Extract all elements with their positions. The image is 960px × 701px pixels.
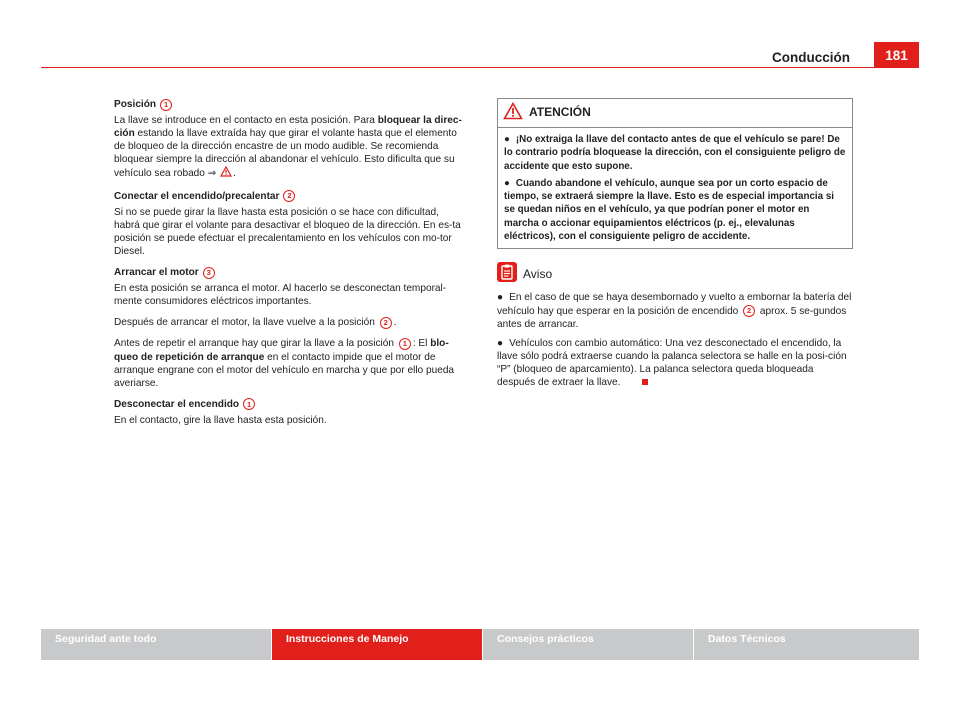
position-number-badge: 1 xyxy=(243,398,255,410)
position-number-badge: 3 xyxy=(203,267,215,279)
bullet: ● xyxy=(497,292,504,304)
header-divider xyxy=(41,67,919,68)
warning-box-header xyxy=(498,99,852,128)
text-part: Antes de repetir el arranque hay que girar la llave a la posición xyxy=(114,338,394,350)
position-number-badge: 2 xyxy=(380,317,392,329)
footer-tab-datos[interactable]: Datos Técnicos xyxy=(694,629,919,660)
note-item-text: En el caso de que se haya desembornado y vuelto a embornar la batería del vehículo hay que esperar en la posición de encendido xyxy=(497,292,852,317)
section-arrancar xyxy=(114,266,466,308)
section-posicion-1 xyxy=(114,98,466,182)
warning-box-body xyxy=(498,128,852,248)
section-text: En el contacto, gire la llave hasta esta posición. xyxy=(114,414,327,426)
note-item xyxy=(497,291,853,330)
text-part: Después de arrancar el motor, la llave vuelve a la posición xyxy=(114,317,375,329)
warning-box xyxy=(497,98,853,249)
bold-text: blo-queo de repetición de arranque xyxy=(114,338,449,363)
paragraph-after-start: Después de arrancar el motor, la llave vuelve a la posición 2 . xyxy=(114,317,397,329)
warning-item xyxy=(504,177,846,243)
section-encendido xyxy=(114,190,466,258)
footer-tab-instrucciones[interactable]: Instrucciones de Manejo xyxy=(272,629,482,660)
right-column xyxy=(497,98,853,395)
warning-label: ATENCIÓN xyxy=(529,105,591,120)
bullet: ● xyxy=(504,134,510,145)
bold-text: bloquear la direc-ción xyxy=(114,115,462,140)
section-text: Si no se puede girar la llave hasta esta posición o se hace con dificultad, habrá que girar el volante para desactivar el bloqueo de la dirección. En es-ta posición se puede efectuar el precalentamiento en los vehículos con mo-tor Diesel. xyxy=(114,206,461,257)
footer-nav xyxy=(41,629,919,660)
text-part: estando la llave extraída hay que girar el volante hasta que el elemento de bloqueo de la dirección encastre de un modo audible. Se recomienda bloquear siempre la dirección al abandonar el vehículo. Esto dificulta que su vehículo sea robado ⇒ xyxy=(114,128,457,180)
section-text: En esta posición se arranca el motor. Al hacerlo se desconectan temporal-mente consumidores eléctricos importantes. xyxy=(114,283,447,308)
section-heading xyxy=(114,98,466,111)
text-part: en el contacto impide que el motor de arranque engrane con el motor del vehículo en marcha y que por ello pueda averiarse. xyxy=(114,351,455,389)
text-part: : El xyxy=(412,338,431,350)
note-item-text: Vehículos con cambio automático: Una vez desconectado el encendido, la llave sólo podrá extraerse cuando la palanca selectora se halle en la posi-ción “P” (bloqueo de aparcamiento). La palanca selectora queda bloqueada después de extraer la llave. xyxy=(497,337,847,389)
heading-text: Desconectar el encendido xyxy=(114,398,240,410)
section-desconectar xyxy=(114,398,466,427)
note-item-text: aprox. 5 se-gundos antes de arrancar. xyxy=(497,305,847,330)
text-part: La llave se introduce en el contacto en esta posición. Para xyxy=(114,115,378,127)
note-label: Aviso xyxy=(523,266,553,281)
bullet: ● xyxy=(504,177,510,189)
end-marker-icon xyxy=(642,379,648,385)
section-heading xyxy=(114,190,466,203)
note-clipboard-icon xyxy=(497,262,517,286)
heading-text: Arrancar el motor xyxy=(114,267,199,279)
warning-item-text: Cuando abandone el vehículo, aunque sea por un corto espacio de tiempo, se extraerá siempre la llave. Esto es de especial importancia si se quedan niños en el vehículo, ya que podrían poner el motor en marcha o accionar equipamientos eléctricos (p. ej., elevalunas eléctricos), con el consiguiente peligro de accidente. xyxy=(504,177,834,243)
position-number-badge: 1 xyxy=(399,338,411,350)
footer-tab-consejos[interactable]: Consejos prácticos xyxy=(483,629,693,660)
note-item xyxy=(497,337,853,389)
warning-item xyxy=(504,133,846,173)
note-body xyxy=(497,291,853,389)
section-heading xyxy=(114,266,466,279)
page-number: 181 xyxy=(874,42,919,68)
position-number-badge: 1 xyxy=(160,99,172,111)
warning-triangle-icon[interactable] xyxy=(220,166,232,181)
heading-text: Conectar el encendido/precalentar xyxy=(114,190,280,202)
section-text: La llave se introduce en el contacto en esta posición. Para bloquear la direc-ción estando la llave extraída hay que girar el volante hasta que el elemento de bloqueo de la dirección encastre de un modo audible. Se recomienda bloquear siempre la dirección al abandonar el vehículo. Esto dificulta que su vehículo sea robado ⇒ . xyxy=(114,115,462,180)
section-heading xyxy=(114,398,466,411)
warning-triangle-icon xyxy=(503,102,523,124)
left-column xyxy=(114,98,466,435)
heading-text: Posición xyxy=(114,99,157,110)
page-section-title: Conducción xyxy=(772,50,850,65)
paragraph-repeat-start xyxy=(114,337,466,389)
bullet: ● xyxy=(497,337,504,349)
warning-item-text: ¡No extraiga la llave del contacto antes de que el vehículo se pare! De lo contrario podría bloquease la dirección, con el consiguiente peligro de accidente que esto supone. xyxy=(504,134,846,172)
footer-tab-seguridad[interactable]: Seguridad ante todo xyxy=(41,629,271,660)
position-number-badge: 2 xyxy=(743,305,755,317)
position-number-badge: 2 xyxy=(283,190,295,202)
note-header xyxy=(497,262,853,286)
